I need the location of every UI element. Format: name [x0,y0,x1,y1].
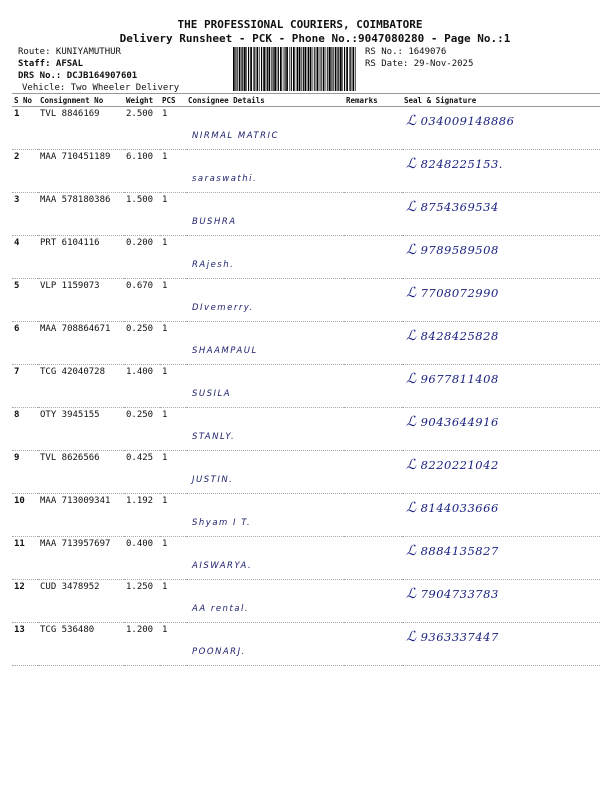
table-row [12,193,600,236]
consignee-handwriting: NIRMAL MATRIC [192,131,279,141]
row-pcs: 1 [160,580,186,623]
barcode-bar [259,47,260,91]
row-sno: 2 [12,150,38,193]
signature-handwriting [406,500,499,516]
row-consignee-cell [186,623,344,666]
consignee-handwriting: Shyam I T. [192,518,252,528]
barcode-bar [297,47,298,91]
row-signature-cell [402,365,600,408]
row-remarks [344,580,402,623]
barcode-bar [248,47,249,91]
barcode-bar [277,47,278,91]
row-remarks [344,236,402,279]
route-label: Route: KUNIYAMUTHUR [18,47,121,57]
barcode-bar [340,47,342,91]
row-signature-cell [402,494,600,537]
row-signature-cell [402,451,600,494]
row-signature-cell [402,236,600,279]
signature-scribble-icon: ℒ [406,328,417,344]
signature-phone: 9363337447 [420,630,499,644]
barcode-bar [267,47,268,91]
signature-handwriting [406,113,514,129]
row-signature-cell [402,193,600,236]
staff-label: Staff: AFSAL [18,59,84,69]
row-weight: 6.100 [124,150,160,193]
row-signature-cell [402,408,600,451]
barcode-bar [254,47,255,91]
consignee-handwriting: BUSHRA [192,217,237,227]
consignee-handwriting: DIvemerry. [192,303,254,313]
barcode-bar [266,47,267,91]
row-remarks [344,537,402,580]
row-signature-cell [402,537,600,580]
row-sno: 1 [12,107,38,150]
signature-handwriting [406,199,499,215]
row-weight: 1.200 [124,623,160,666]
row-consignee-cell [186,365,344,408]
row-pcs: 1 [160,408,186,451]
table-row [12,279,600,322]
col-pcs: PCS [160,94,186,107]
barcode-bar [244,47,246,91]
signature-phone: 8220221042 [420,458,499,472]
signature-scribble-icon: ℒ [406,586,417,602]
barcode-bar [331,47,332,91]
signature-handwriting [406,414,499,430]
document-subtitle: Delivery Runsheet - PCK - Phone No.:9047080280 - Page No.:1 [119,32,511,45]
table-row [12,580,600,623]
signature-scribble-icon: ℒ [406,500,417,516]
consignee-handwriting: JUSTIN. [192,475,234,485]
table-row [12,365,600,408]
barcode-bar [323,47,325,91]
row-pcs: 1 [160,451,186,494]
barcode-bar [263,47,265,91]
row-signature-cell [402,150,600,193]
table-row [12,494,600,537]
barcode-bar [241,47,242,91]
signature-handwriting [406,586,499,602]
row-weight: 0.250 [124,408,160,451]
row-consignment-no: MAA 713009341 [38,494,124,537]
barcode-bar [269,47,271,91]
row-remarks [344,494,402,537]
signature-scribble-icon: ℒ [406,199,417,215]
barcode-bar [271,47,272,91]
row-sno: 6 [12,322,38,365]
row-signature-cell [402,322,600,365]
barcode-bar [293,47,295,91]
table-row [12,150,600,193]
row-consignment-no: MAA 578180386 [38,193,124,236]
barcode-bar [346,47,348,91]
barcode-bar [286,47,288,91]
row-weight: 0.425 [124,451,160,494]
col-remarks: Remarks [344,94,402,107]
barcode-bar [313,47,314,91]
barcode-bar [253,47,254,91]
barcode-bar [299,47,301,91]
barcode-bar [342,47,343,91]
row-consignment-no: MAA 710451189 [38,150,124,193]
row-pcs: 1 [160,623,186,666]
col-seal-signature: Seal & Signature [402,94,600,107]
row-weight: 2.500 [124,107,160,150]
consignee-handwriting: RAjesh. [192,260,235,270]
barcode-bar [301,47,302,91]
signature-phone: 9043644916 [420,415,499,429]
row-weight: 1.400 [124,365,160,408]
table-row [12,451,600,494]
signature-handwriting [406,156,503,172]
table-row [12,623,600,666]
signature-handwriting [406,285,499,301]
row-sno: 4 [12,236,38,279]
barcode-bar [235,47,236,91]
signature-phone: 8754369534 [420,200,499,214]
signature-scribble-icon: ℒ [406,242,417,258]
barcode-bar [242,47,243,91]
row-signature-cell [402,623,600,666]
row-consignment-no: MAA 713957697 [38,537,124,580]
col-consignment: Consignment No [38,94,124,107]
signature-scribble-icon: ℒ [406,457,417,473]
row-sno: 13 [12,623,38,666]
barcode-bar [326,47,327,91]
row-weight: 0.670 [124,279,160,322]
barcode-bar [333,47,334,91]
barcode-bar [289,47,290,91]
row-pcs: 1 [160,279,186,322]
signature-scribble-icon: ℒ [406,156,417,172]
signature-phone: 7708072990 [420,286,499,300]
row-remarks [344,322,402,365]
runsheet-table [12,93,600,666]
consignee-handwriting: SHAAMPAUL [192,346,258,356]
signature-handwriting [406,457,499,473]
row-weight: 0.400 [124,537,160,580]
row-weight: 1.250 [124,580,160,623]
table-row [12,107,600,150]
row-consignment-no: MAA 708864671 [38,322,124,365]
signature-phone: 034009148886 [420,114,515,128]
table-row [12,236,600,279]
barcode-bar [303,47,304,91]
row-weight: 0.250 [124,322,160,365]
barcode-bar [314,47,315,91]
row-sno: 10 [12,494,38,537]
row-consignment-no: TCG 536480 [38,623,124,666]
vehicle-label: Vehicle: Two Wheeler Delivery [22,83,180,93]
barcode-bar [329,47,331,91]
signature-phone: 8428425828 [420,329,499,343]
row-pcs: 1 [160,107,186,150]
row-remarks [344,107,402,150]
barcode-bar [319,47,320,91]
consignee-handwriting: AISWARYA. [192,561,253,571]
consignee-handwriting: AA rental. [192,604,250,614]
barcode-bar [353,47,355,91]
signature-phone: 7904733783 [420,587,499,601]
barcode-bar [257,47,259,91]
row-consignee-cell [186,150,344,193]
barcode-bar [280,47,282,91]
signature-scribble-icon: ℒ [406,371,417,387]
table-header-row [12,94,600,107]
row-pcs: 1 [160,322,186,365]
row-remarks [344,279,402,322]
signature-phone: 8248225153. [420,157,503,171]
barcode-bar [335,47,337,91]
barcode-bar [273,47,274,91]
row-consignment-no: PRT 6104116 [38,236,124,279]
row-remarks [344,408,402,451]
signature-scribble-icon: ℒ [406,414,417,430]
col-weight: Weight [124,94,160,107]
row-remarks [344,623,402,666]
col-sno: S No [12,94,38,107]
route-info [18,46,179,94]
barcode-bar [239,47,241,91]
barcode-bar [350,47,351,91]
row-consignment-no: TCG 42040728 [38,365,124,408]
row-sno: 11 [12,537,38,580]
signature-scribble-icon: ℒ [406,113,417,129]
barcode-bar [344,47,345,91]
row-signature-cell [402,279,600,322]
barcode-bar [278,47,279,91]
row-consignee-cell [186,279,344,322]
barcode-bar [307,47,308,91]
row-sno: 8 [12,408,38,451]
signature-handwriting [406,629,499,645]
signature-scribble-icon: ℒ [406,285,417,301]
row-consignment-no: CUD 3478952 [38,580,124,623]
row-sno: 3 [12,193,38,236]
signature-scribble-icon: ℒ [406,543,417,559]
barcode-bar [296,47,297,91]
signature-handwriting [406,242,499,258]
row-consignee-cell [186,537,344,580]
row-weight: 1.192 [124,494,160,537]
barcode-bar [250,47,252,91]
row-pcs: 1 [160,150,186,193]
signature-phone: 8144033666 [420,501,499,515]
row-sno: 9 [12,451,38,494]
document-title: THE PROFESSIONAL COURIERS, COIMBATORE [177,18,423,31]
barcode-bar [246,47,247,91]
consignee-handwriting: SUSILA [192,389,232,399]
row-consignee-cell [186,107,344,150]
barcode-bar [261,47,262,91]
row-consignee-cell [186,322,344,365]
row-consignment-no: TVL 8846169 [38,107,124,150]
row-consignee-cell [186,193,344,236]
row-remarks [344,193,402,236]
signature-phone: 9677811408 [420,372,499,386]
col-consignee: Consignee Details [186,94,344,107]
row-remarks [344,451,402,494]
row-sno: 5 [12,279,38,322]
barcode-bar [338,47,339,91]
row-consignee-cell [186,494,344,537]
row-consignee-cell [186,451,344,494]
rs-info [365,46,473,70]
barcode-bar [355,47,356,91]
consignee-handwriting: POONARJ. [192,647,246,657]
barcode-bar [283,47,284,91]
row-pcs: 1 [160,365,186,408]
rs-date: RS Date: 29-Nov-2025 [365,59,474,69]
signature-scribble-icon: ℒ [406,629,417,645]
signature-phone: 8884135827 [420,544,499,558]
row-pcs: 1 [160,193,186,236]
row-weight: 1.500 [124,193,160,236]
row-consignment-no: OTY 3945155 [38,408,124,451]
signature-phone: 9789589508 [420,243,499,257]
barcode-bar [305,47,307,91]
row-consignment-no: VLP 1159073 [38,279,124,322]
barcode-bar [327,47,328,91]
table-row [12,322,600,365]
signature-handwriting [406,371,499,387]
row-weight: 0.200 [124,236,160,279]
rs-number: RS No.: 1649076 [365,47,447,57]
table-row [12,408,600,451]
row-consignee-cell [186,580,344,623]
barcode [233,47,358,91]
barcode-bar [237,47,238,91]
consignee-handwriting: saraswathi. [192,174,258,184]
signature-handwriting [406,328,499,344]
row-sno: 7 [12,365,38,408]
barcode-bar [274,47,276,91]
row-consignment-no: TVL 8626566 [38,451,124,494]
row-signature-cell [402,107,600,150]
consignee-handwriting: STANLY. [192,432,236,442]
row-pcs: 1 [160,494,186,537]
barcode-bar [285,47,286,91]
barcode-bar [310,47,312,91]
barcode-bar [349,47,350,91]
row-sno: 12 [12,580,38,623]
row-consignee-cell [186,236,344,279]
signature-handwriting [406,543,499,559]
barcode-bar [233,47,235,91]
row-remarks [344,150,402,193]
barcode-bar [337,47,338,91]
barcode-bar [321,47,322,91]
row-remarks [344,365,402,408]
barcode-bar [317,47,319,91]
barcode-bar [291,47,292,91]
barcode-bar [308,47,309,91]
drs-number: DRS No.: DCJB164907601 [18,71,138,81]
row-pcs: 1 [160,537,186,580]
row-pcs: 1 [160,236,186,279]
table-row [12,537,600,580]
row-consignee-cell [186,408,344,451]
row-signature-cell [402,580,600,623]
